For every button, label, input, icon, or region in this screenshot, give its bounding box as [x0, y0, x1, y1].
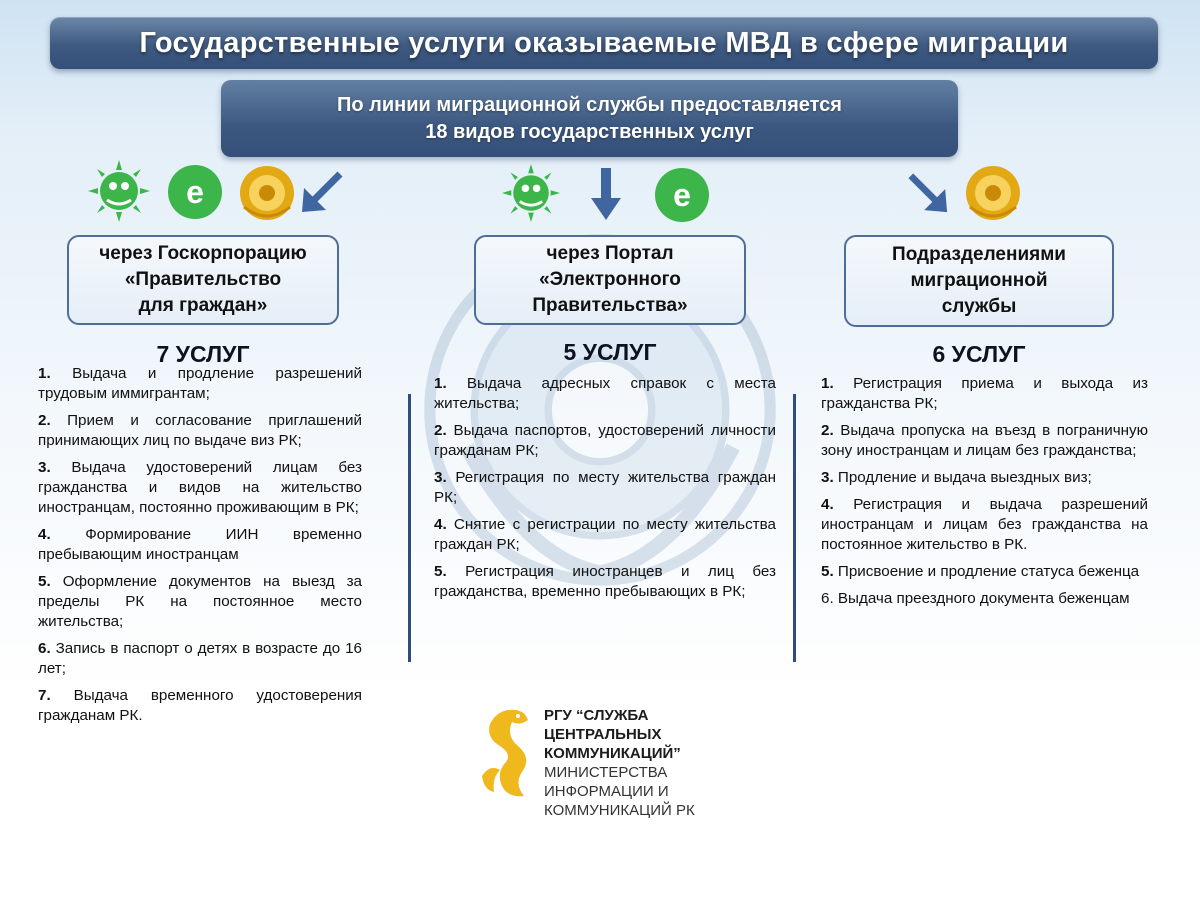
service-list-col3: [821, 374, 1148, 616]
arrow-down-right-icon: [906, 172, 950, 214]
channel-header-line: Правительства»: [532, 295, 688, 316]
service-count-col3: 6 УСЛУГ: [932, 341, 1026, 367]
channel-header-gov-corporation: [67, 235, 339, 325]
people-sun-icon: [502, 164, 560, 222]
org-line: МИНИСТЕРСТВА: [544, 764, 668, 781]
column-divider-right: [793, 394, 796, 662]
list-item: 2. Выдача пропуска на въезд в пограничную зону иностранцам и лицам без гражданства;: [821, 422, 1148, 459]
services-summary-banner: [221, 80, 958, 157]
list-item: 4. Регистрация и выдача разрешений иностранцам и лицам без гражданства на постоянное жительство в РК.: [821, 496, 1148, 553]
service-count-col1: 7 УСЛУГ: [156, 341, 250, 367]
list-item: 7. Выдача временного удостоверения гражданам РК.: [38, 687, 362, 724]
list-item: 5. Присвоение и продление статуса беженца: [821, 563, 1140, 580]
list-item: 2. Прием и согласование приглашений принимающих лиц по выдаче виз РК;: [38, 412, 362, 449]
channel-header-line: для граждан»: [138, 295, 268, 316]
list-item: 1. Выдача адресных справок с места жительства;: [434, 375, 776, 412]
egov-e-icon: [168, 165, 222, 219]
channel-header-migration-units: [844, 235, 1114, 327]
org-line: КОММУНИКАЦИЙ РК: [544, 802, 695, 819]
service-list-col1: [38, 364, 362, 733]
arrow-down-icon: [591, 168, 621, 220]
channel-header-egov-portal: [474, 235, 746, 325]
column-divider-left: [408, 394, 411, 662]
list-item: 2. Выдача паспортов, удостоверений личности гражданам РК;: [434, 422, 776, 459]
channel-header-line: Подразделениями: [892, 244, 1066, 265]
channel-header-line: через Госкорпорацию: [99, 243, 307, 264]
channel-header-line: миграционной: [910, 270, 1048, 291]
kazakhstan-emblem-icon: [238, 163, 296, 223]
egov-letter: e: [673, 176, 691, 213]
org-line: ЦЕНТРАЛЬНЫХ: [544, 726, 662, 743]
arrow-down-left-icon: [300, 170, 344, 214]
list-item: 4. Формирование ИИН временно пребывающим иностранцам: [38, 526, 362, 563]
organization-name: [544, 706, 695, 820]
list-item: 5. Оформление документов на выезд за пределы РК на постоянное место жительства;: [38, 573, 362, 630]
list-item: 3. Продление и выдача выездных виз;: [821, 469, 1092, 486]
people-sun-icon: [88, 160, 150, 222]
page-title: Государственные услуги оказываемые МВД в сфере миграции: [50, 17, 1158, 69]
snow-leopard-logo-icon: [478, 706, 536, 802]
channel-header-line: через Портал: [546, 243, 674, 264]
list-item: 4. Снятие с регистрации по месту жительства граждан РК;: [434, 516, 776, 553]
service-list-col2: [434, 374, 776, 609]
list-item: 6. Запись в паспорт о детях в возрасте до 16 лет;: [38, 640, 362, 677]
list-item: 5. Регистрация иностранцев и лиц без гражданства, временно пребывающих в РК;: [434, 563, 776, 600]
banner-line-2: 18 видов государственных услуг: [425, 120, 754, 143]
channel-header-line: «Электронного: [539, 269, 681, 290]
list-item: 1. Выдача и продление разрешений трудовым иммигрантам;: [38, 365, 362, 402]
service-count-col2: 5 УСЛУГ: [563, 339, 657, 365]
kazakhstan-emblem-icon: [964, 163, 1022, 223]
list-item: 3. Выдача удостоверений лицам без гражданства и видов на жительство иностранцам, постоянно проживающим в РК;: [38, 459, 362, 516]
organization-footer: [478, 706, 738, 820]
channel-header-line: службы: [941, 296, 1017, 317]
org-line: РГУ “СЛУЖБА: [544, 707, 649, 724]
list-item: 6. Выдача преездного документа беженцам: [821, 590, 1130, 607]
egov-e-icon: [655, 168, 709, 222]
egov-letter: e: [186, 173, 204, 210]
list-item: 3. Регистрация по месту жительства граждан РК;: [434, 469, 776, 506]
org-line: КОММУНИКАЦИЙ”: [544, 745, 681, 762]
list-item: 1. Регистрация приема и выхода из гражданства РК;: [821, 375, 1148, 412]
channel-header-line: «Правительство: [124, 269, 282, 290]
banner-line-1: По линии миграционной службы предоставляется: [337, 93, 842, 116]
org-line: ИНФОРМАЦИИ И: [544, 783, 669, 800]
